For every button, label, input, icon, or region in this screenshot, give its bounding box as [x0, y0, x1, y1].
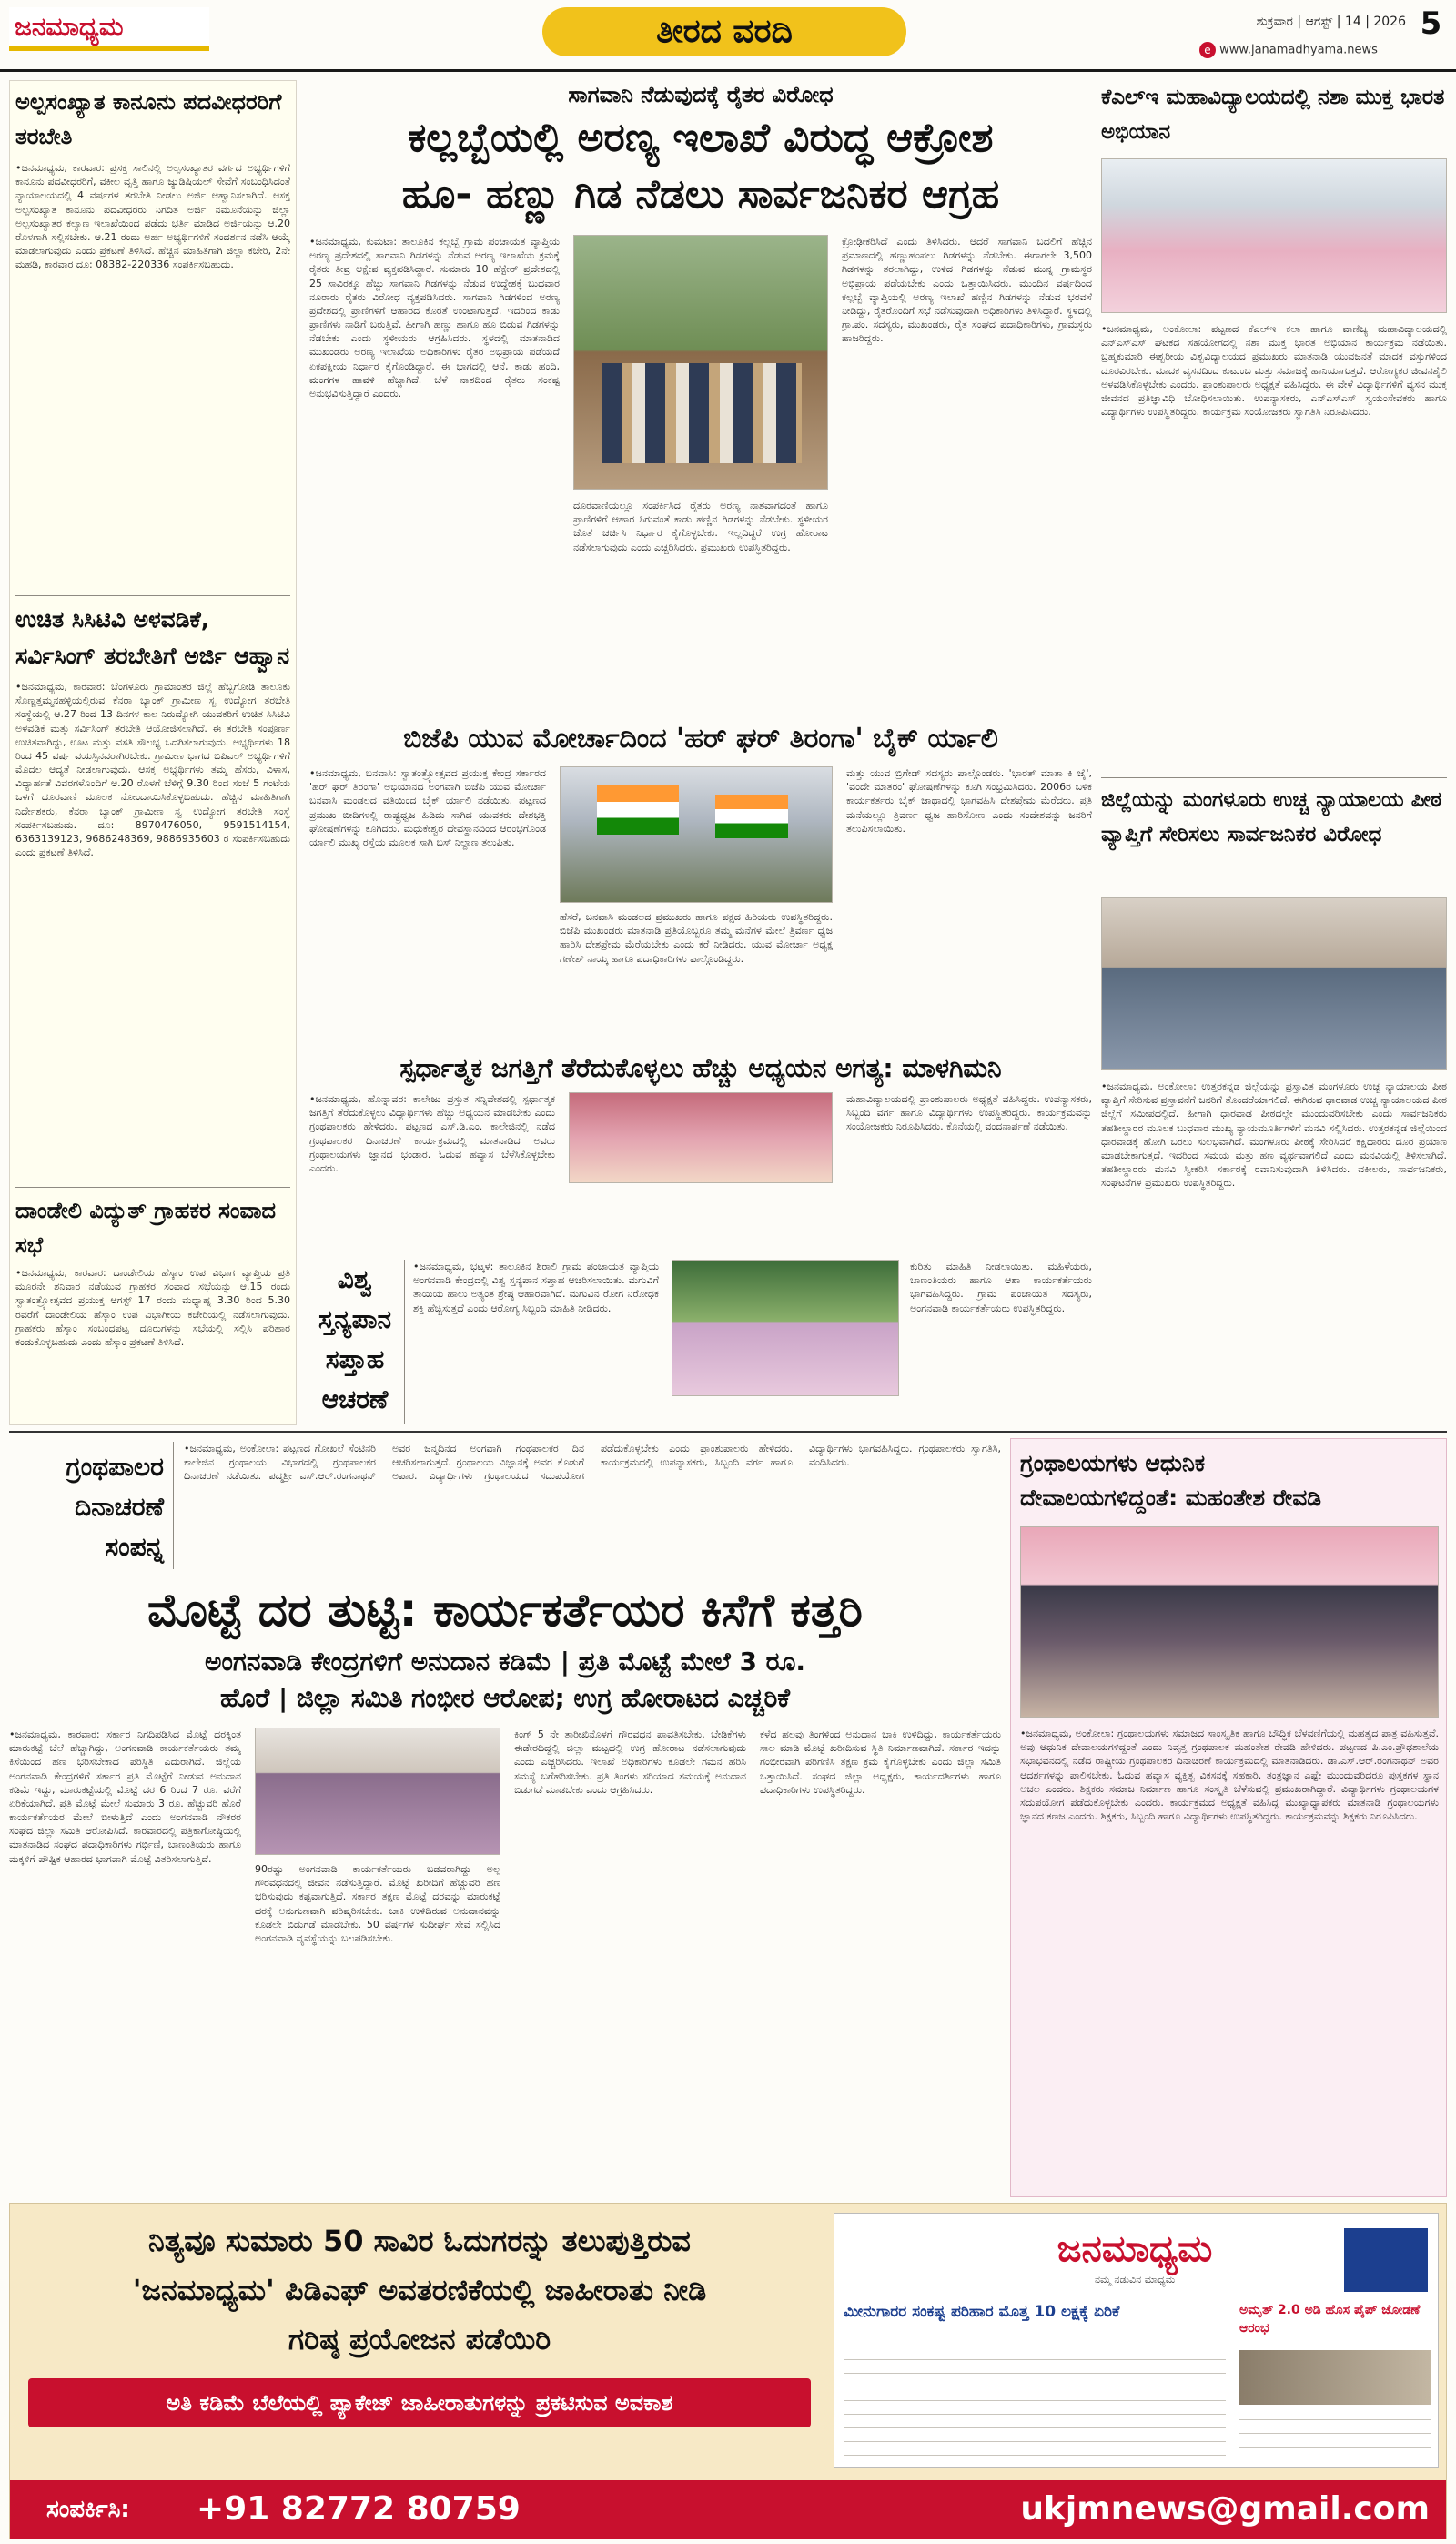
headline-1: ಕಲ್ಲಬ್ಬೆಯಲ್ಲಿ ಅರಣ್ಯ ಇಲಾಖೆ ವಿರುದ್ಧ ಆಕ್ರೋಶ — [408, 115, 994, 161]
article-body: ಕಳೆದ ಹಲವು ತಿಂಗಳಿಂದ ಅನುದಾನ ಬಾಕಿ ಉಳಿದಿದ್ದು, ಕಾರ್ಯಕರ್ತೆಯರು ಸಾಲ ಮಾಡಿ ಮೊಟ್ಟೆ ಖರೀದಿಸುವ ಸ್ಥಿತಿ ನಿರ್ಮಾಣವಾಗಿದೆ. ಸರ್ಕಾರ ಇದನ್ನು ಗಂಭೀರವಾಗಿ ಪರಿಗಣಿಸಿ ತಕ್ಷಣ ಕ್ರಮ ಕೈಗೊಳ್ಳಬೇಕು ಎಂದು ಜಿಲ್ಲಾ ಸಮಿತಿ ಒತ್ತಾಯಿಸಿದೆ. ಸಂಘದ ಜಿಲ್ಲಾ ಅಧ್ಯಕ್ಷರು, ಕಾರ್ಯದರ್ಶಿಗಳು ಹಾಗೂ ಪದಾಧಿಕಾರಿಗಳು ಉಪಸ್ಥಿತರಿದ್ದರು. — [760, 1728, 1001, 1796]
headline-1: ಗ್ರಂಥಾಲಯಗಳು ಆಧುನಿಕ — [1020, 1450, 1206, 1476]
article-dandeli — [15, 1193, 290, 1421]
paper-preview — [834, 2213, 1439, 2468]
ad-line-4: ಅತಿ ಕಡಿಮೆ ಬೆಲೆಯಲ್ಲಿ ಪ್ಯಾಕೇಜ್ ಜಾಹೀರಾತುಗಳನ್ನು ಪ್ರಕಟಿಸುವ ಅವಕಾಶ — [28, 2378, 811, 2427]
contact-email[interactable]: ukjmnews@gmail.com — [1020, 2490, 1430, 2528]
article-body: ಕುರಿತು ಮಾಹಿತಿ ನೀಡಲಾಯಿತು. ಮಹಿಳೆಯರು, ಬಾಣಂತಿಯರು ಹಾಗೂ ಆಶಾ ಕಾರ್ಯಕರ್ತೆಯರು ಭಾಗವಹಿಸಿದ್ದರು. ಗ್ರಾಮ ಪಂಚಾಯತ ಸದಸ್ಯರು, ಅಂಗನವಾಡಿ ಕಾರ್ಯಕರ್ತೆಯರು ಉಪಸ್ಥಿತರಿದ್ದರು. — [910, 1261, 1092, 1314]
contact-label: ಸಂಪರ್ಕಿಸಿ: — [46, 2496, 130, 2523]
article-body: •ಜನಮಾಧ್ಯಮ, ಕಾರವಾರ: ಪ್ರಸಕ್ತ ಸಾಲಿನಲ್ಲಿ ಅಲ್ಪಸಂಖ್ಯಾತರ ವರ್ಗದ ಅಭ್ಯರ್ಥಿಗಳಿಗೆ ಕಾನೂನು ಪದವೀಧರರಿಗೆ, ವಕೀಲ ವೃತ್ತಿ ಹಾಗೂ ಜ್ಯುಡಿಷಿಯಲ್ ಸೇವೆಗೆ ಸಂಬಂಧಿಸಿದಂತೆ ನ್ಯಾಯಾಲಯದಲ್ಲಿ 4 ವರ್ಷಗಳ ತರಬೇತಿ ನೀಡಲು ಅರ್ಜಿ ಆಹ್ವಾನಿಸಲಾಗಿದೆ. ಆಸಕ್ತ ಅಲ್ಪಸಂಖ್ಯಾತ ಕಾನೂನು ಪದವೀಧರರು ನಿಗದಿತ ಅರ್ಜಿ ನಮೂನೆಯನ್ನು ಜಿಲ್ಲಾ ಅಲ್ಪಸಂಖ್ಯಾತರ ಕಲ್ಯಾಣ ಇಲಾಖೆಯಿಂದ ಪಡೆದು ಭರ್ತಿ ಮಾಡಿದ ಅರ್ಜಿಯನ್ನು ಆ.20 ರೊಳಗಾಗಿ ಸಲ್ಲಿಸಬೇಕು. ಆ.21 ರಂದು ಅರ್ಹ ಅಭ್ಯರ್ಥಿಗಳಿಗೆ ಸಂದರ್ಶನ ನಡೆಸಿ ಆಯ್ಕೆ ಮಾಡಲಾಗುವುದು ಎಂದು ಪ್ರಕಟಣೆ ತಿಳಿಸಿದೆ. ಹೆಚ್ಚಿನ ಮಾಹಿತಿಗಾಗಿ ಜಿಲ್ಲಾ ಕಚೇರಿ, 2ನೇ ಮಹಡಿ, ಕಾರವಾರ ದೂ: 08382-220336 ಸಂಪರ್ಕಿಸಬಹುದು. — [15, 162, 290, 271]
ad-line-1: ನಿತ್ಯವೂ ಸುಮಾರು 50 ಸಾವಿರ ಓದುಗರನ್ನು ತಲುಪುತ್ತಿರುವ — [148, 2224, 691, 2258]
headline: ಕೆಎಲ್‌ಇ ಮಹಾವಿದ್ಯಾಲಯದಲ್ಲಿ ನಶಾ ಮುಕ್ತ ಭಾರತ ಅಭಿಯಾನ — [1101, 86, 1445, 144]
ad-banner — [9, 2203, 1447, 2539]
court-photo — [1101, 897, 1447, 1070]
egg-photo — [255, 1728, 500, 1855]
headline: ಉಚಿತ ಸಿಸಿಟಿವಿ ಅಳವಡಿಕೆ, ಸರ್ವಿಸಿಂಗ್ ತರಬೇತಿಗೆ ಅರ್ಜಿ ಆಹ್ವಾನ — [15, 606, 290, 669]
article-cctv — [15, 602, 290, 1184]
article-body: •ಜನಮಾಧ್ಯಮ, ಅಂಕೋಲಾ: ಗ್ರಂಥಾಲಯಗಳು ಸಮಾಜದ ಸಾಂಸ್ಕೃತಿಕ ಹಾಗೂ ಬೌದ್ಧಿಕ ಬೆಳವಣಿಗೆಯಲ್ಲಿ ಮಹತ್ವದ ಪಾತ್ರ ವಹಿಸುತ್ತವೆ. ಅವು ಆಧುನಿಕ ದೇವಾಲಯಗಳಿದ್ದಂತೆ ಎಂದು ನಿವೃತ್ತ ಗ್ರಂಥಪಾಲಕ ಮಹಂತೇಶ ರೇವಡಿ ಹೇಳಿದರು. ಪಟ್ಟಣದ ಪಿ.ಎಂ.ಪ್ರೌಢಶಾಲೆಯ ಸಭಾಭವನದಲ್ಲಿ ನಡೆದ ರಾಷ್ಟ್ರೀಯ ಗ್ರಂಥಪಾಲಕರ ದಿನಾಚರಣೆ ಕಾರ್ಯಕ್ರಮದಲ್ಲಿ ಮಾತನಾಡಿದರು. ಡಾ.ಎಸ್.ಆರ್.ರಂಗನಾಥನ್ ಅವರ ಆದರ್ಶಗಳನ್ನು ಪಾಲಿಸಬೇಕು. ಓದುವ ಹವ್ಯಾಸ ವ್ಯಕ್ತಿತ್ವ ವಿಕಸನಕ್ಕೆ ಸಹಕಾರಿ. ತಂತ್ರಜ್ಞಾನ ಎಷ್ಟೇ ಮುಂದುವರಿದರೂ ಪುಸ್ತಕಗಳ ಸ್ಥಾನ ಅಚಲ ಎಂದರು. ಶಿಕ್ಷಕರು ಸಮಾಜ ನಿರ್ಮಾಣ ಹಾಗೂ ಸಂಸ್ಕೃತಿ ಬೆಳೆಸುವಲ್ಲಿ ಪ್ರಮುಖರಾಗಿದ್ದಾರೆ. ವಿದ್ಯಾರ್ಥಿಗಳು ಗ್ರಂಥಾಲಯಗಳ ಸದುಪಯೋಗ ಪಡೆದುಕೊಳ್ಳಬೇಕು ಎಂದರು. ಕಾರ್ಯಕ್ರಮದ ಅಧ್ಯಕ್ಷತೆ ವಹಿಸಿದ್ದ ಮುಖ್ಯಾಧ್ಯಾಪಕರು ಮಾತನಾಡಿ ಗ್ರಂಥಾಲಯಗಳು ಜ್ಞಾನದ ಕಣಜ ಎಂದರು. ಶಿಕ್ಷಕರು, ಸಿಬ್ಬಂದಿ ಹಾಗೂ ವಿದ್ಯಾರ್ಥಿಗಳು ಉಪಸ್ಥಿತರಿದ್ದರು. ಕಾರ್ಯಕ್ರಮವನ್ನು ಶಿಕ್ಷಕರು ನಿರೂಪಿಸಿದರು. — [1020, 1728, 1439, 1823]
lead-story — [309, 80, 1092, 717]
article-body: •ಜನಮಾಧ್ಯಮ, ಬನವಾಸಿ: ಸ್ವಾತಂತ್ರ್ಯೋತ್ಸವದ ಪ್ರಯುಕ್ತ ಕೇಂದ್ರ ಸರ್ಕಾರದ 'ಹರ್ ಘರ್ ತಿರಂಗಾ' ಅಭಿಯಾನದ ಅಂಗವಾಗಿ ಬಿಜೆಪಿ ಯುವ ಮೋರ್ಚಾ ಬನವಾಸಿ ಮಂಡಲದ ವತಿಯಿಂದ ಬೈಕ್ ರ್ಯಾಲಿ ನಡೆಯಿತು. ಪಟ್ಟಣದ ಪ್ರಮುಖ ಬೀದಿಗಳಲ್ಲಿ ರಾಷ್ಟ್ರಧ್ವಜ ಹಿಡಿದು ಸಾಗಿದ ಯುವಕರು ದೇಶಭಕ್ತಿ ಘೋಷಣೆಗಳನ್ನು ಕೂಗಿದರು. ಮಧುಕೇಶ್ವರ ದೇವಸ್ಥಾನದಿಂದ ಆರಂಭಗೊಂಡ ರ್ಯಾಲಿ ಮುಖ್ಯ ರಸ್ತೆಯ ಮೂಲಕ ಸಾಗಿ ಬಸ್ ನಿಲ್ದಾಣ ತಲುಪಿತು. — [309, 767, 546, 848]
article-body: ಮಹಾವಿದ್ಯಾಲಯದಲ್ಲಿ ಪ್ರಾಂಶುಪಾಲರು ಅಧ್ಯಕ್ಷತೆ ವಹಿಸಿದ್ದರು. ಉಪನ್ಯಾಸಕರು, ಸಿಬ್ಬಂದಿ ವರ್ಗ ಹಾಗೂ ವಿದ್ಯಾರ್ಥಿಗಳು ಉಪಸ್ಥಿತರಿದ್ದರು. ಕಾರ್ಯಕ್ರಮವನ್ನು ಸಂಯೋಜಕರು ನಿರೂಪಿಸಿದರು. ಕೊನೆಯಲ್ಲಿ ವಂದನಾರ್ಪಣೆ ನಡೆಯಿತು. — [846, 1093, 1092, 1133]
ad-line-2: 'ಜನಮಾಧ್ಯಮ' ಪಿಡಿಎಫ್ ಅವತರಣಿಕೆಯಲ್ಲಿ ಜಾಹೀರಾತು ನೀಡಿ — [132, 2273, 707, 2307]
article-body: 90ರಷ್ಟು ಅಂಗನವಾಡಿ ಕಾರ್ಯಕರ್ತೆಯರು ಬಡವರಾಗಿದ್ದು ಅಲ್ಪ ಗೌರವಧನದಲ್ಲಿ ಜೀವನ ನಡೆಸುತ್ತಿದ್ದಾರೆ. ಮೊಟ್ಟೆ ಖರೀದಿಗೆ ಹೆಚ್ಚುವರಿ ಹಣ ಭರಿಸುವುದು ಕಷ್ಟವಾಗುತ್ತಿದೆ. ಸರ್ಕಾರ ತಕ್ಷಣ ಮೊಟ್ಟೆ ದರವನ್ನು ಮಾರುಕಟ್ಟೆ ದರಕ್ಕೆ ಅನುಗುಣವಾಗಿ ಪರಿಷ್ಕರಿಸಬೇಕು. ಬಾಕಿ ಉಳಿದಿರುವ ಅನುದಾನವನ್ನು ಕೂಡಲೇ ಬಿಡುಗಡೆ ಮಾಡಬೇಕು. 50 ವರ್ಷಗಳ ಸುದೀರ್ಘ ಸೇವೆ ಸಲ್ಲಿಸಿದ ಅಂಗನವಾಡಿ ವ್ಯವಸ್ಥೆಯನ್ನು ಬಲಪಡಿಸಬೇಕು. — [255, 1863, 500, 1944]
article-drug-free — [1101, 80, 1447, 772]
headline: ಗ್ರಂಥಪಾಲರ ದಿನಾಚರಣೆ ಸಂಪನ್ನ — [66, 1452, 164, 1562]
headline: ಬಿಜೆಪಿ ಯುವ ಮೋರ್ಚಾದಿಂದ 'ಹರ್ ಘರ್ ತಿರಂಗಾ' ಬೈಕ್ ರ್ಯಾಲಿ — [403, 723, 998, 755]
paper-side-headline: ಅಮೃತ್ 2.0 ಅಡಿ ಹೊಸ ಪೈಪ್ ಜೋಡಣೆ ಆರಂಭ — [1239, 2303, 1421, 2336]
article-body: •ಜನಮಾಧ್ಯಮ, ಅಂಕೋಲಾ: ಉತ್ತರಕನ್ನಡ ಜಿಲ್ಲೆಯನ್ನು ಪ್ರಸ್ತಾವಿತ ಮಂಗಳೂರು ಉಚ್ಚ ನ್ಯಾಯಾಲಯ ಪೀಠ ವ್ಯಾಪ್ತಿಗೆ ಸೇರಿಸುವ ಪ್ರಸ್ತಾವನೆಗೆ ಜನರಿಗೆ ತೊಂದರೆಯಾಗಲಿದೆ. ಈಗಿರುವ ಧಾರವಾಡ ಉಚ್ಚ ನ್ಯಾಯಾಲಯದ ಪೀಠ ಜಿಲ್ಲೆಗೆ ಸಮೀಪದಲ್ಲಿದೆ. ಹೀಗಾಗಿ ಧಾರವಾಡ ಪೀಠದಲ್ಲೇ ಮುಂದುವರಿಸಬೇಕು ಎಂದು ಸಾರ್ವಜನಿಕರು ತಹಶೀಲ್ದಾರರ ಮೂಲಕ ಬುಧವಾರ ಮುಖ್ಯ ನ್ಯಾಯಮೂರ್ತಿಗಳಿಗೆ ಮನವಿ ಸಲ್ಲಿಸಿದರು. ಉತ್ತರಕನ್ನಡ ಜಿಲ್ಲೆಯಿಂದ ಧಾರವಾಡಕ್ಕೆ ಹೋಗಿ ಬರಲು ಸುಲಭವಾಗಿದೆ. ಮಂಗಳೂರು ಪೀಠಕ್ಕೆ ಸೇರಿಸಿದರೆ ಕಕ್ಷಿದಾರರು ದೂರ ಪ್ರಯಾಣ ಮಾಡಬೇಕಾಗುತ್ತದೆ. ಇದರಿಂದ ಸಮಯ ಮತ್ತು ಹಣ ವ್ಯರ್ಥವಾಗಲಿದೆ ಎಂದು ಮನವಿಯಲ್ಲಿ ತಿಳಿಸಲಾಗಿದೆ. ತಹಶೀಲ್ದಾರರು ಮನವಿ ಸ್ವೀಕರಿಸಿ ಸರ್ಕಾರಕ್ಕೆ ರವಾನಿಸುವುದಾಗಿ ತಿಳಿಸಿದರು. ವಕೀಲರು, ಸಾರ್ವಜನಿಕರು, ಸಂಘಟನೆಗಳ ಪ್ರಮುಖರು ಉಪಸ್ಥಿತರಿದ್ದರು. — [1101, 1080, 1447, 1190]
article-body: ದೂರವಾಣಿಯಲ್ಲೂ ಸಂಪರ್ಕಿಸಿದ ರೈತರು ಅರಣ್ಯ ನಾಶವಾಗದಂತೆ ಹಾಗೂ ಪ್ರಾಣಿಗಳಿಗೆ ಆಹಾರ ಸಿಗುವಂತೆ ಕಾಡು ಹಣ್ಣಿನ ಗಿಡಗಳನ್ನು ನೆಡಬೇಕು. ಸ್ಥಳೀಯರ ಜೊತೆ ಚರ್ಚಿಸಿ ನಿರ್ಧಾರ ಕೈಗೊಳ್ಳಬೇಕು. ಇಲ್ಲದಿದ್ದರೆ ಉಗ್ರ ಹೋರಾಟ ನಡೆಸಲಾಗುವುದು ಎಂದು ಎಚ್ಚರಿಸಿದರು. ಪ್ರಮುಖರು ಉಪಸ್ಥಿತರಿದ್ದರು. — [573, 500, 828, 553]
article-body: •ಜನಮಾಧ್ಯಮ, ಕಾರವಾರ: ಬೆಂಗಳೂರು ಗ್ರಾಮಾಂತರ ಜಿಲ್ಲೆ ಹೆಬ್ಬಗೋಡಿ ತಾಲೂಕು ಸೊಣ್ಣತ್ತಮ್ಮನಹಳ್ಳಿಯಲ್ಲಿರುವ ಕೆನರಾ ಬ್ಯಾಂಕ್ ಗ್ರಾಮೀಣ ಸ್ವ ಉದ್ಯೋಗ ತರಬೇತಿ ಸಂಸ್ಥೆಯಲ್ಲಿ ಆ.27 ರಿಂದ 13 ದಿನಗಳ ಕಾಲ ನಿರುದ್ಯೋಗಿ ಯುವಕರಿಗೆ ಉಚಿತ ಸಿಸಿಟಿವಿ ಅಳವಡಿಕೆ ಮತ್ತು ಸರ್ವಿಸಿಂಗ್ ತರಬೇತಿ ಆಯೋಜಿಸಲಾಗಿದೆ. ಈ ತರಬೇತಿ ಸಂಪೂರ್ಣ ಉಚಿತವಾಗಿದ್ದು, ಊಟ ಮತ್ತು ವಸತಿ ಸೌಲಭ್ಯ ಒದಗಿಸಲಾಗುವುದು. ಅಭ್ಯರ್ಥಿಗಳು 18 ರಿಂದ 45 ವರ್ಷ ವಯಸ್ಸಿನವರಾಗಿರಬೇಕು. ಗ್ರಾಮೀಣ ಭಾಗದ ಬಿಪಿಎಲ್ ಅಭ್ಯರ್ಥಿಗಳಿಗೆ ಮೊದಲ ಆದ್ಯತೆ ನೀಡಲಾಗುವುದು. ಆಸಕ್ತ ಅಭ್ಯರ್ಥಿಗಳು ತಮ್ಮ ಹೆಸರು, ವಿಳಾಸ, ವಿದ್ಯಾರ್ಹತೆ ವಿವರಗಳೊಂದಿಗೆ ಆ.20 ರೊಳಗೆ ಬೆಳಿಗ್ಗೆ 9.30 ರಿಂದ ಸಂಜೆ 5 ಗಂಟೆಯ ಒಳಗೆ ದೂರವಾಣಿ ಮೂಲಕ ನೋಂದಾಯಿಸಿಕೊಳ್ಳಬಹುದು. ಹೆಚ್ಚಿನ ಮಾಹಿತಿಗಾಗಿ ನಿರ್ದೇಶಕರು, ಕೆನರಾ ಬ್ಯಾಂಕ್ ಗ್ರಾಮೀಣ ಸ್ವ ಉದ್ಯೋಗ ತರಬೇತಿ ಸಂಸ್ಥೆ ಸಂಪರ್ಕಿಸಬಹುದು. ದೂ: 8970476050, 9591514154, 6363139123, 9686248369, 9886935603 ರ ಸಂಪರ್ಕಿಸಬಹುದು ಎಂದು ಪ್ರಕಟಣೆ ತಿಳಿಸಿದೆ. — [15, 681, 290, 859]
article-body: •ಜನಮಾಧ್ಯಮ, ಹೊನ್ನಾವರ: ಕಾಲೇಜು ಪ್ರಸ್ತುತ ಸನ್ನಿವೇಶದಲ್ಲಿ ಸ್ಪರ್ಧಾತ್ಮಕ ಜಗತ್ತಿಗೆ ತೆರೆದುಕೊಳ್ಳಲು ವಿದ್ಯಾರ್ಥಿಗಳು ಹೆಚ್ಚು ಅಧ್ಯಯನ ಮಾಡಬೇಕು ಎಂದು ಗ್ರಂಥಪಾಲಕರು ಹೇಳಿದರು. ಪಟ್ಟಣದ ಎಸ್.ಡಿ.ಎಂ. ಕಾಲೇಜಿನಲ್ಲಿ ನಡೆದ ಗ್ರಂಥಪಾಲಕರ ದಿನಾಚರಣೆ ಕಾರ್ಯಕ್ರಮದಲ್ಲಿ ಮಾತನಾಡಿದ ಅವರು ಗ್ರಂಥಾಲಯಗಳು ಜ್ಞಾನದ ಭಂಡಾರ. ಓದುವ ಹವ್ಯಾಸ ಬೆಳೆಸಿಕೊಳ್ಳಬೇಕು ಎಂದರು. — [309, 1093, 555, 1174]
contact-bar — [10, 2480, 1446, 2539]
article-minority-law — [15, 85, 290, 594]
headline: ಅಲ್ಪಸಂಖ್ಯಾತ ಕಾನೂನು ಪದವೀಧರರಿಗೆ ತರಬೇತಿ — [15, 89, 282, 149]
article-body: •ಜನಮಾಧ್ಯಮ, ಕಾರವಾರ: ದಾಂಡೇಲಿಯ ಹೆಸ್ಕಾಂ ಉಪ ವಿಭಾಗ ವ್ಯಾಪ್ತಿಯ ಪ್ರತಿ ಮೂರನೇ ಶನಿವಾರ ನಡೆಯುವ ಗ್ರಾಹಕರ ಸಂವಾದ ಸಭೆಯನ್ನು ಆ.15 ರಂದು ಸ್ವಾತಂತ್ರ್ಯೋತ್ಸವದ ಪ್ರಯುಕ್ತ ಆಗಸ್ಟ್ 17 ರಂದು ಮಧ್ಯಾಹ್ನ 3.30 ರಿಂದ 5.30 ರವರೆಗೆ ದಾಂಡೇಲಿಯ ಹೆಸ್ಕಾಂ ಉಪ ವಿಭಾಗೀಯ ಕಚೇರಿಯಲ್ಲಿ ನಡೆಸಲಾಗುವುದು. ಗ್ರಾಹಕರು ಹೆಸ್ಕಾಂ ಸಂಬಂಧಪಟ್ಟ ದೂರುಗಳನ್ನು ಸಭೆಯಲ್ಲಿ ಸಲ್ಲಿಸಿ ಪರಿಹಾರ ಕಂಡುಕೊಳ್ಳಬಹುದು ಎಂದು ಹೆಸ್ಕಾಂ ಪ್ರಕಟಣೆ ತಿಳಿಸಿದೆ. — [15, 1267, 290, 1348]
headline-2: ಹೂ- ಹಣ್ಣು ಗಿಡ ನೆಡಲು ಸಾರ್ವಜನಿಕರ ಆಗ್ರಹ — [401, 171, 1000, 218]
article-body: ಮತ್ತು ಯುವ ಬ್ರಿಗೇಡ್ ಸದಸ್ಯರು ಪಾಲ್ಗೊಂಡರು. 'ಭಾರತ್ ಮಾತಾ ಕಿ ಜೈ', 'ವಂದೇ ಮಾತರಂ' ಘೋಷಣೆಗಳನ್ನು ಕೂಗಿ ಸಂಭ್ರಮಿಸಿದರು. 2006ರ ಬಳಿಕ ಕಾರ್ಯಕರ್ತರು ಬೈಕ್ ಜಾಥಾದಲ್ಲಿ ಭಾಗವಹಿಸಿ ದೇಶಪ್ರೇಮ ಮೆರೆದರು. ಪ್ರತಿ ಮನೆಯಲ್ಲೂ ತ್ರಿವರ್ಣ ಧ್ವಜ ಹಾರಿಸೋಣ ಎಂದು ಸಂದೇಶವನ್ನು ಜನರಿಗೆ ತಲುಪಿಸಲಾಯಿತು. — [846, 767, 1092, 835]
masthead — [0, 0, 1456, 73]
paper-tagline: ನಮ್ಮ ನಡುವಿನ ಮಾಧ್ಯಮ — [1094, 2274, 1176, 2286]
article-body: •ಜನಮಾಧ್ಯಮ, ಭಟ್ಕಳ: ತಾಲೂಕಿನ ಶಿರಾಲಿ ಗ್ರಾಮ ಪಂಚಾಯತ ವ್ಯಾಪ್ತಿಯ ಅಂಗನವಾಡಿ ಕೇಂದ್ರದಲ್ಲಿ ವಿಶ್ವ ಸ್ತನ್ಯಪಾನ ಸಪ್ತಾಹ ಆಚರಿಸಲಾಯಿತು. ಮಗುವಿಗೆ ತಾಯಿಯ ಹಾಲು ಅತ್ಯಂತ ಶ್ರೇಷ್ಠ ಆಹಾರವಾಗಿದೆ. ಮಗುವಿನ ರೋಗ ನಿರೋಧಕ ಶಕ್ತಿ ಹೆಚ್ಚಿಸುತ್ತದೆ ಎಂದು ಆರೋಗ್ಯ ಸಿಬ್ಬಂದಿ ಮಾಹಿತಿ ನೀಡಿದರು. — [413, 1261, 659, 1314]
article-body: ಹೆಸರೆ, ಬನವಾಸಿ ಮಂಡಲದ ಪ್ರಮುಖರು ಹಾಗೂ ಪಕ್ಷದ ಹಿರಿಯರು ಉಪಸ್ಥಿತರಿದ್ದರು. ಬಿಜೆಪಿ ಮುಖಂಡರು ಮಾತನಾಡಿ ಪ್ರತಿಯೊಬ್ಬರೂ ತಮ್ಮ ಮನೆಗಳ ಮೇಲೆ ತ್ರಿವರ್ಣ ಧ್ವಜ ಹಾರಿಸಿ ದೇಶಪ್ರೇಮ ಮೆರೆಯಬೇಕು ಎಂದು ಕರೆ ನೀಡಿದರು. ಯುವ ಮೋರ್ಚಾ ಅಧ್ಯಕ್ಷ ಗಣೇಶ್ ನಾಯ್ಕ ಹಾಗೂ ಪದಾಧಿಕಾರಿಗಳು ಪಾಲ್ಗೊಂಡಿದ್ದರು. — [560, 911, 833, 965]
rally-story — [309, 719, 1092, 1047]
rally-photo — [560, 766, 833, 903]
drug-photo — [1101, 158, 1447, 313]
breastfeed-photo — [672, 1260, 899, 1396]
issue-date: ಶುಕ್ರವಾರ | ಆಗಸ್ಟ್ | 14 | 2026 — [1256, 15, 1406, 29]
left-column — [9, 80, 297, 1425]
website-row[interactable] — [1199, 42, 1445, 62]
ad-text-block — [19, 2213, 820, 2477]
study-story — [309, 1050, 1092, 1251]
section-banner: ತೀರದ ವರದಿ — [542, 7, 906, 56]
headline: ಸ್ಪರ್ಧಾತ್ಮಕ ಜಗತ್ತಿಗೆ ತೆರೆದುಕೊಳ್ಳಲು ಹೆಚ್ಚು ಅಧ್ಯಯನ ಅಗತ್ಯ: ಮಾಳಗಿಮನಿ — [399, 1053, 1002, 1083]
paper-logo: ಜನಮಾಧ್ಯಮ — [1057, 2228, 1213, 2270]
headline: ಜಿಲ್ಲೆಯನ್ನು ಮಂಗಳೂರು ಉಚ್ಚ ನ್ಯಾಯಾಲಯ ಪೀಠ ವ್ಯಾಪ್ತಿಗೆ ಸೇರಿಸಲು ಸಾರ್ವಜನಿಕರ ವಿರೋಧ — [1101, 788, 1442, 846]
paper-sidebox — [1344, 2228, 1428, 2292]
egg-story — [9, 1578, 1001, 2197]
article-high-court — [1101, 783, 1447, 1420]
page-number: 5 — [1420, 5, 1442, 42]
article-body: ಕಿಂಗ್ 5 ನೇ ತಾರೀಖಿನೊಳಗೆ ಗೌರವಧನ ಪಾವತಿಸಬೇಕು. ಬೇಡಿಕೆಗಳು ಈಡೇರದಿದ್ದಲ್ಲಿ ಜಿಲ್ಲಾ ಮಟ್ಟದಲ್ಲಿ ಉಗ್ರ ಹೋರಾಟ ನಡೆಸಲಾಗುವುದು ಎಂದು ಎಚ್ಚರಿಸಿದರು. ಇಲಾಖೆ ಅಧಿಕಾರಿಗಳು ಕೂಡಲೇ ಗಮನ ಹರಿಸಿ ಸಮಸ್ಯೆ ಬಗೆಹರಿಸಬೇಕು. ಪ್ರತಿ ತಿಂಗಳು ಸರಿಯಾದ ಸಮಯಕ್ಕೆ ಅನುದಾನ ಬಿಡುಗಡೆ ಮಾಡಬೇಕು ಎಂದು ಆಗ್ರಹಿಸಿದರು. — [514, 1728, 746, 1796]
website-url[interactable]: www.janamadhyama.news — [1219, 43, 1378, 57]
contact-phone[interactable]: +91 82772 80759 — [197, 2490, 521, 2528]
article-body: •ಜನಮಾಧ್ಯಮ, ಅಂಕೋಲಾ: ಪಟ್ಟಣದ ಗೋಖಲೆ ಸೆಂಟಿನರಿ ಕಾಲೇಜಿನ ಗ್ರಂಥಾಲಯ ವಿಭಾಗದಲ್ಲಿ ಗ್ರಂಥಪಾಲಕರ ದಿನಾಚರಣೆ ನಡೆಯಿತು. ಪದ್ಮಶ್ರೀ ಎಸ್.ಆರ್.ರಂಗನಾಥನ್ ಅವರ ಜನ್ಮದಿನದ ಅಂಗವಾಗಿ ಗ್ರಂಥಪಾಲಕರ ದಿನ ಆಚರಿಸಲಾಗುತ್ತದೆ. ಗ್ರಂಥಾಲಯ ವಿಜ್ಞಾನಕ್ಕೆ ಅವರ ಕೊಡುಗೆ ಅಪಾರ. ವಿದ್ಯಾರ್ಥಿಗಳು ಗ್ರಂಥಾಲಯದ ಸದುಪಯೋಗ ಪಡೆದುಕೊಳ್ಳಬೇಕು ಎಂದು ಪ್ರಾಂಶುಪಾಲರು ಹೇಳಿದರು. ಕಾರ್ಯಕ್ರಮದಲ್ಲಿ ಉಪನ್ಯಾಸಕರು, ಸಿಬ್ಬಂದಿ ವರ್ಗ ಹಾಗೂ ವಿದ್ಯಾರ್ಥಿಗಳು ಭಾಗವಹಿಸಿದ್ದರು. ಗ್ರಂಥಪಾಲಕರು ಸ್ವಾಗತಿಸಿ, ವಂದಿಸಿದರು. — [184, 1443, 1001, 1483]
logo: ಜನಮಾಧ್ಯಮ — [9, 7, 209, 51]
globe-icon: e — [1199, 42, 1216, 58]
right-column — [1101, 80, 1447, 1425]
library-story — [9, 1438, 1001, 1575]
temple-photo — [1020, 1526, 1439, 1718]
paper-headline: ಮೀನುಗಾರರ ಸಂಕಷ್ಟ ಪರಿಹಾರ ಮೊತ್ತ 10 ಲಕ್ಷಕ್ಕೆ ಏರಿಕೆ — [844, 2303, 1120, 2321]
lead-photo — [573, 235, 828, 490]
article-body: •ಜನಮಾಧ್ಯಮ, ಕುಮಟಾ: ತಾಲೂಕಿನ ಕಲ್ಲಬ್ಬೆ ಗ್ರಾಮ ಪಂಚಾಯತ ವ್ಯಾಪ್ತಿಯ ಅರಣ್ಯ ಪ್ರದೇಶದಲ್ಲಿ ಸಾಗವಾನಿ ಗಿಡಗಳನ್ನು ನೆಡುವ ಅರಣ್ಯ ಇಲಾಖೆಯ ಕ್ರಮಕ್ಕೆ ರೈತರು ತೀವ್ರ ಆಕ್ಷೇಪ ವ್ಯಕ್ತಪಡಿಸಿದ್ದಾರೆ. ಸುಮಾರು 10 ಹೆಕ್ಟೇರ್ ಪ್ರದೇಶದಲ್ಲಿ 25 ಸಾವಿರಕ್ಕೂ ಹೆಚ್ಚು ಸಾಗವಾನಿ ಗಿಡಗಳನ್ನು ನೆಡುವ ಉದ್ದೇಶಕ್ಕೆ ಬುಧವಾರ ನೂರಾರು ರೈತರು ವಿರೋಧ ವ್ಯಕ್ತಪಡಿಸಿದರು. ಸಾಗವಾನಿ ಗಿಡಗಳಿಂದ ಅರಣ್ಯ ಪ್ರದೇಶದಲ್ಲಿ ಪ್ರಾಣಿಗಳಿಗೆ ಆಹಾರದ ಕೊರತೆ ಉಂಟಾಗುತ್ತದೆ. ಇದರಿಂದ ಕಾಡು ಪ್ರಾಣಿಗಳು ನಾಡಿಗೆ ಬರುತ್ತಿವೆ. ಹೀಗಾಗಿ ಹಣ್ಣು ಹಾಗೂ ಹೂ ಬಿಡುವ ಗಿಡಗಳನ್ನು ನೆಡಬೇಕು ಎಂದು ಸ್ಥಳೀಯರು ಆಗ್ರಹಿಸಿದರು. ಸ್ಥಳದಲ್ಲಿ ಮಾತನಾಡಿದ ಮುಖಂಡರು ಅರಣ್ಯ ಇಲಾಖೆಯ ಅಧಿಕಾರಿಗಳು ರೈತರ ಅಭಿಪ್ರಾಯ ಪಡೆಯದೆ ಏಕಪಕ್ಷೀಯ ನಿರ್ಧಾರ ಕೈಗೊಂಡಿದ್ದಾರೆ. ಈ ಭಾಗದಲ್ಲಿ ಆನೆ, ಕಾಡು ಹಂದಿ, ಮಂಗಗಳ ಹಾವಳಿ ಹೆಚ್ಚಾಗಿದೆ. ಬೆಳೆ ನಾಶದಿಂದ ರೈತರು ಸಂಕಷ್ಟ ಅನುಭವಿಸುತ್ತಿದ್ದಾರೆ ಎಂದರು. — [309, 236, 560, 400]
article-body: •ಜನಮಾಧ್ಯಮ, ಅಂಕೋಲಾ: ಪಟ್ಟಣದ ಕೆಎಲ್‌ಇ ಕಲಾ ಹಾಗೂ ವಾಣಿಜ್ಯ ಮಹಾವಿದ್ಯಾಲಯದಲ್ಲಿ ಎನ್‌ಎಸ್‌ಎಸ್ ಘಟಕದ ಸಹಯೋಗದಲ್ಲಿ ನಶಾ ಮುಕ್ತ ಭಾರತ ಅಭಿಯಾನ ಕಾರ್ಯಕ್ರಮ ನಡೆಯಿತು. ಬ್ರಹ್ಮಕುಮಾರಿ ಈಶ್ವರೀಯ ವಿಶ್ವವಿದ್ಯಾಲಯದ ಪ್ರಮುಖರು ಮಾತನಾಡಿ ಯುವಜನತೆ ಮಾದಕ ವಸ್ತುಗಳಿಂದ ದೂರವಿರಬೇಕು. ಮಾದಕ ವ್ಯಸನದಿಂದ ಕುಟುಂಬ ಮತ್ತು ಸಮಾಜಕ್ಕೆ ಹಾನಿಯಾಗುತ್ತದೆ. ಆರೋಗ್ಯಕರ ಜೀವನಶೈಲಿ ಅಳವಡಿಸಿಕೊಳ್ಳಬೇಕು ಎಂದರು. ಪ್ರಾಂಶುಪಾಲರು ಅಧ್ಯಕ್ಷತೆ ವಹಿಸಿದ್ದರು. ಈ ವೇಳೆ ವಿದ್ಯಾರ್ಥಿಗಳಿಗೆ ವ್ಯಸನ ಮುಕ್ತ ಜೀವನದ ಪ್ರತಿಜ್ಞಾವಿಧಿ ಬೋಧಿಸಲಾಯಿತು. ಉಪನ್ಯಾಸಕರು, ಎನ್‌ಎಸ್‌ಎಸ್ ಸ್ವಯಂಸೇವಕರು ಹಾಗೂ ವಿದ್ಯಾರ್ಥಿಗಳು ಉಪಸ್ಥಿತರಿದ್ದರು. ಕಾರ್ಯಕ್ರಮ ಸಂಯೋಜಕರು ಸ್ವಾಗತಿಸಿ ನಿರೂಪಿಸಿದರು. — [1101, 323, 1447, 419]
breastfeed-story — [309, 1256, 1092, 1429]
temple-story — [1010, 1438, 1447, 2197]
headline: ಮೊಟ್ಟೆ ದರ ತುಟ್ಟಿ: ಕಾರ್ಯಕರ್ತೆಯರ ಕಿಸೆಗೆ ಕತ್ತರಿ — [147, 1584, 863, 1637]
ad-line-3: ಗರಿಷ್ಠ ಪ್ರಯೋಜನ ಪಡೆಯಿರಿ — [288, 2322, 551, 2356]
headline: ದಾಂಡೇಲಿ ವಿದ್ಯುತ್ ಗ್ರಾಹಕರ ಸಂವಾದ ಸಭೆ — [15, 1198, 276, 1258]
headline: ವಿಶ್ವ ಸ್ತನ್ಯಪಾನ ಸಪ್ತಾಹ ಆಚರಣೆ — [318, 1264, 392, 1414]
subheadline-1: ಅಂಗನವಾಡಿ ಕೇಂದ್ರಗಳಿಗೆ ಅನುದಾನ ಕಡಿಮೆ | ಪ್ರತಿ ಮೊಟ್ಟೆ ಮೇಲೆ 3 ರೂ. — [205, 1647, 805, 1677]
article-body: ಕ್ರೋಢೀಕರಿಸಿದೆ ಎಂದು ತಿಳಿಸಿದರು. ಆದರೆ ಸಾಗವಾನಿ ಬದಲಿಗೆ ಹೆಚ್ಚಿನ ಪ್ರಮಾಣದಲ್ಲಿ ಹಣ್ಣುಹಂಪಲು ಗಿಡಗಳನ್ನು ನೆಡಬೇಕು. ಈಗಾಗಲೇ 3,500 ಗಿಡಗಳನ್ನು ತರಲಾಗಿದ್ದು, ಉಳಿದ ಗಿಡಗಳನ್ನು ನೆಡುವ ಮುನ್ನ ಗ್ರಾಮಸ್ಥರ ಅಭಿಪ್ರಾಯ ಪಡೆಯಬೇಕು ಎಂದು ಒತ್ತಾಯಿಸಿದರು. ಮುಂದಿನ ವರ್ಷದಿಂದ ಕಲ್ಲಬ್ಬೆ ವ್ಯಾಪ್ತಿಯಲ್ಲಿ ಅರಣ್ಯ ಇಲಾಖೆ ಹಣ್ಣಿನ ಗಿಡಗಳನ್ನು ನೆಡುವ ಭರವಸೆ ನೀಡಿದ್ದು, ರೈತರೊಂದಿಗೆ ಸಭೆ ನಡೆಸುವುದಾಗಿ ಅಧಿಕಾರಿಗಳು ತಿಳಿಸಿದ್ದಾರೆ. ಸ್ಥಳದಲ್ಲಿ ಗ್ರಾ.ಪಂ. ಸದಸ್ಯರು, ಮುಖಂಡರು, ರೈತ ಸಂಘದ ಪದಾಧಿಕಾರಿಗಳು, ಗ್ರಾಮಸ್ಥರು ಹಾಜರಿದ್ದರು. — [842, 236, 1092, 345]
kicker: ಸಾಗವಾನಿ ನೆಡುವುದಕ್ಕೆ ರೈತರ ವಿರೋಧ — [568, 82, 834, 107]
headline-2: ದೇವಾಲಯಗಳಿದ್ದಂತೆ: ಮಹಂತೇಶ ರೇವಡಿ — [1020, 1485, 1322, 1511]
subheadline-2: ಹೊರೆ | ಜಿಲ್ಲಾ ಸಮಿತಿ ಗಂಭೀರ ಆರೋಪ; ಉಗ್ರ ಹೋರಾಟದ ಎಚ್ಚರಿಕೆ — [219, 1683, 791, 1713]
study-photo — [569, 1092, 833, 1183]
article-body: •ಜನಮಾಧ್ಯಮ, ಕಾರವಾರ: ಸರ್ಕಾರ ನಿಗದಿಪಡಿಸಿದ ಮೊಟ್ಟೆ ದರಕ್ಕಿಂತ ಮಾರುಕಟ್ಟೆ ಬೆಲೆ ಹೆಚ್ಚಾಗಿದ್ದು, ಅಂಗನವಾಡಿ ಕಾರ್ಯಕರ್ತೆಯರು ತಮ್ಮ ಕಿಸೆಯಿಂದ ಹಣ ಭರಿಸಬೇಕಾದ ಪರಿಸ್ಥಿತಿ ಎದುರಾಗಿದೆ. ಜಿಲ್ಲೆಯ ಅಂಗನವಾಡಿ ಕೇಂದ್ರಗಳಿಗೆ ಸರ್ಕಾರ ಪ್ರತಿ ಮೊಟ್ಟೆಗೆ ನೀಡುವ ಅನುದಾನ ಕಡಿಮೆ ಇದ್ದು, ಮಾರುಕಟ್ಟೆಯಲ್ಲಿ ಮೊಟ್ಟೆ ದರ 6 ರಿಂದ 7 ರೂ. ವರೆಗೆ ಏರಿಕೆಯಾಗಿದೆ. ಪ್ರತಿ ಮೊಟ್ಟೆ ಮೇಲೆ ಸುಮಾರು 3 ರೂ. ಹೆಚ್ಚುವರಿ ಹೊರೆ ಕಾರ್ಯಕರ್ತೆಯರ ಮೇಲೆ ಬೀಳುತ್ತಿದೆ ಎಂದು ಅಂಗನವಾಡಿ ನೌಕರರ ಸಂಘದ ಜಿಲ್ಲಾ ಸಮಿತಿ ಆರೋಪಿಸಿದೆ. ಕಾರವಾರದಲ್ಲಿ ಪತ್ರಿಕಾಗೋಷ್ಠಿಯಲ್ಲಿ ಮಾತನಾಡಿದ ಸಂಘದ ಪದಾಧಿಕಾರಿಗಳು ಗರ್ಭಿಣಿ, ಬಾಣಂತಿಯರು ಹಾಗೂ ಮಕ್ಕಳಿಗೆ ಪೌಷ್ಟಿಕ ಆಹಾರದ ಭಾಗವಾಗಿ ಮೊಟ್ಟೆ ವಿತರಿಸಲಾಗುತ್ತಿದೆ. — [9, 1728, 241, 1865]
